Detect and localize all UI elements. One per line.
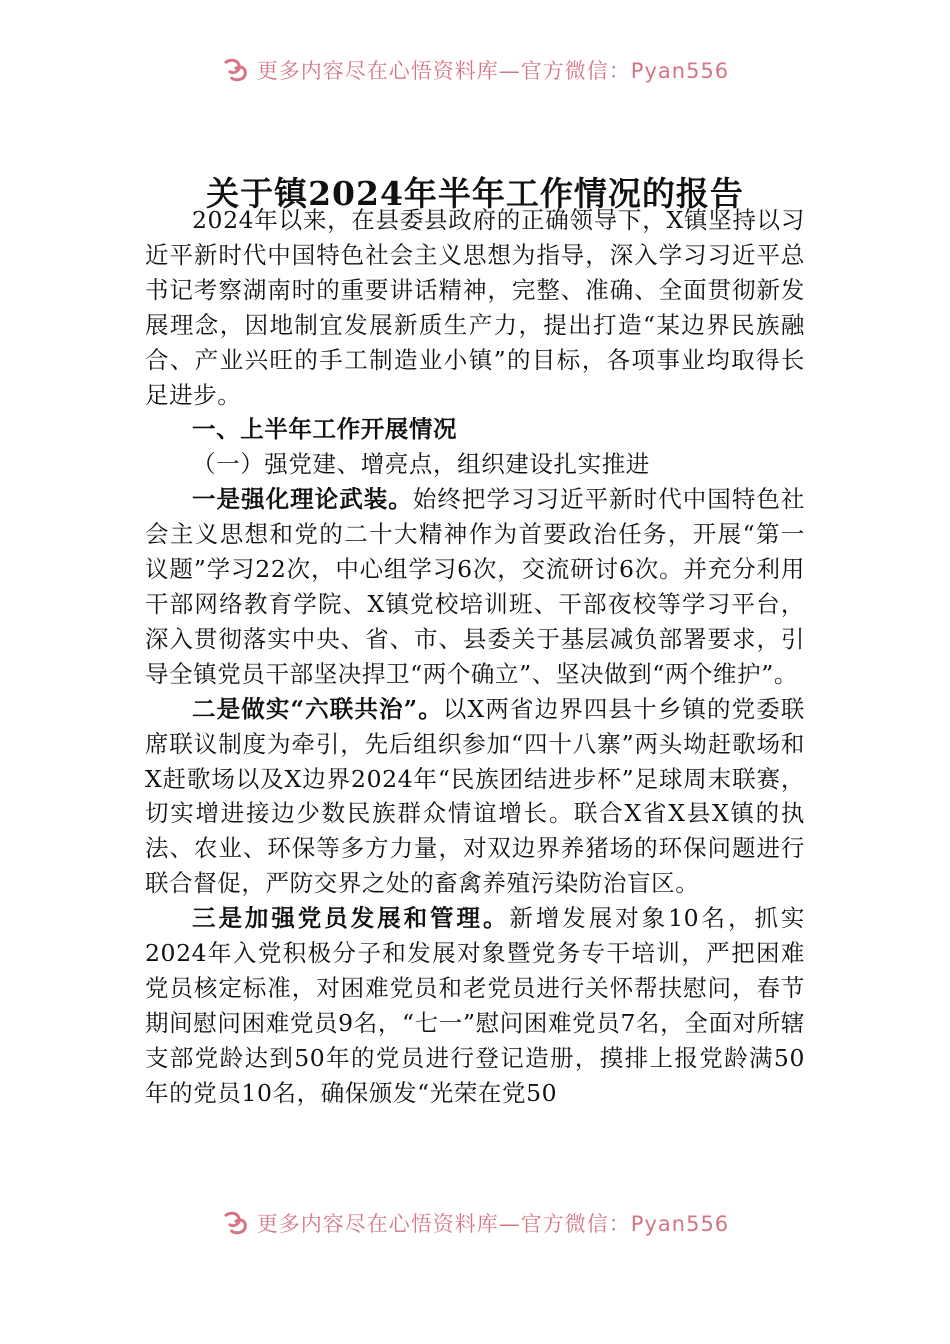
watermark-banner-top <box>0 50 950 90</box>
paragraph-2-body: 以X两省边界四县十乡镇的党委联席联议制度为牵引，先后组织参加“四十八寨”两头坳赶歌场和X赶歌场以及X边界2024年“民族团结进步杯”足球周末联赛，切实增进接边少数民族群众情谊增长。联合X省X县X镇的执法、农业、环保等多方力量，对双边界养猪场的环保问题进行联合督促，严防交界之处的畜禽养殖污染防治盲区。 <box>145 694 806 898</box>
paragraph-2-lead: 二是做实“六联共治”。 <box>192 694 443 723</box>
paragraph-3 <box>145 901 805 1110</box>
paragraph-1-lead: 一是强化理论武装。 <box>192 485 413 514</box>
brand-logo-icon <box>221 1210 249 1236</box>
paragraph-1 <box>145 482 805 691</box>
subsection-heading: （一）强党建、增亮点，组织建设扎实推进 <box>192 450 650 479</box>
section-heading: 一、上半年工作开展情况 <box>192 415 458 444</box>
paragraph-1-body: 始终把学习习近平新时代中国特色社会主义思想和党的二十大精神作为首要政治任务，开展“第一议题”学习22次，中心组学习6次，交流研讨6次。并充分利用干部网络教育学院、X镇党校培训班、干部夜校等学习平台，深入贯彻落实中央、省、市、县委关于基层减负部署要求，引导全镇党员干部坚决捍卫“两个确立”、坚决做到“两个维护”。 <box>145 485 805 688</box>
paragraph-3-body: 新增发展对象10名，抓实2024年入党积极分子和发展对象暨党务专干培训，严把困难党员核定标准，对困难党员和老党员进行关怀帮扶慰问，春节期间慰问困难党员9名，“七一”慰问困难党员7名，全面对所辖支部党龄达到50年的党员进行登记造册，摸排上报党龄满50年的党员10名，确保颁发“光荣在党50 <box>145 904 806 1107</box>
document-body <box>145 203 805 1111</box>
paragraph-3-lead: 三是加强党员发展和管理。 <box>192 904 510 933</box>
watermark-banner-bottom <box>0 1203 950 1243</box>
document-title: 关于镇2024年半年工作情况的报告 <box>206 174 744 213</box>
watermark-text: 更多内容尽在心悟资料库—官方微信：Pyan556 <box>256 59 730 83</box>
paragraph-2 <box>145 692 805 901</box>
brand-logo-icon <box>221 57 249 83</box>
intro-paragraph: 2024年以来，在县委县政府的正确领导下，X镇坚持以习近平新时代中国特色社会主义思想为指导，深入学习习近平总书记考察湖南时的重要讲话精神，完整、准确、全面贯彻新发展理念，因地制宜发展新质生产力，提出打造“某边界民族融合、产业兴旺的手工制造业小镇”的目标，各项事业均取得长足进步。 <box>145 206 805 409</box>
watermark-text: 更多内容尽在心悟资料库—官方微信：Pyan556 <box>256 1212 730 1236</box>
